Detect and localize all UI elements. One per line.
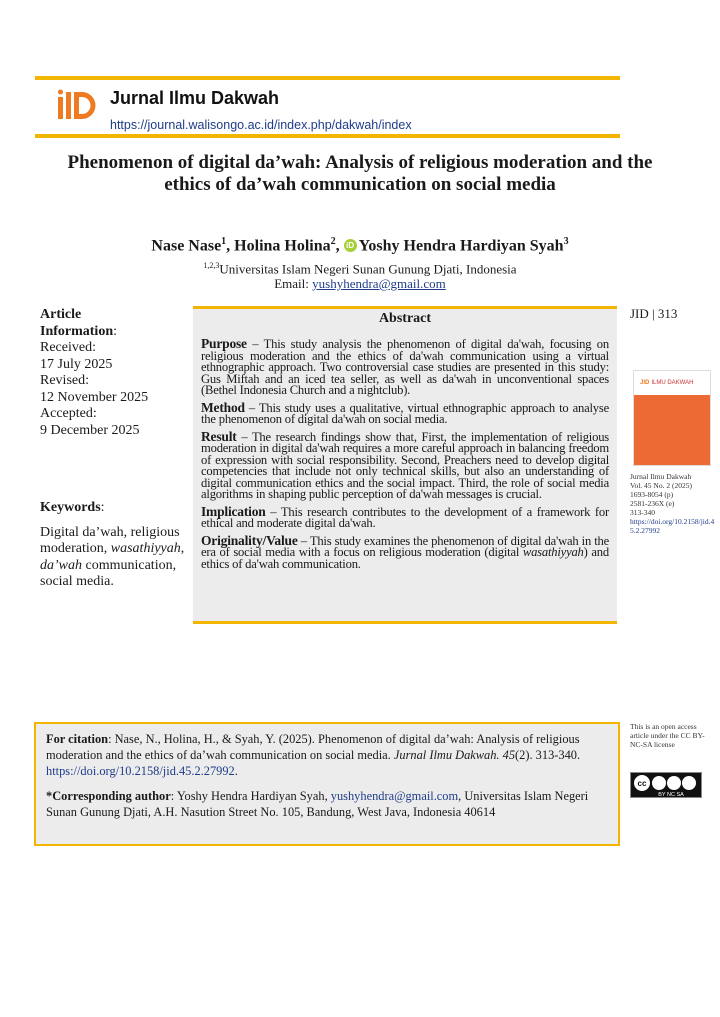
abstract-originality [201,532,609,571]
author-name: Holina Holina [234,237,331,255]
author-email-line [55,276,665,292]
meta-issn-print: 1693-8054 (p) [630,490,674,499]
cover-logo-icon: JID [640,380,650,386]
abstract-result [201,428,609,501]
corresponding-email-link[interactable]: yushyhendra@gmail.com [330,789,459,803]
abstract-purpose [201,338,609,397]
received-date: 17 July 2025 [40,356,113,372]
affiliation-text: Universitas Islam Negeri Sunan Gunung Djati, Indonesia [219,261,517,277]
keyword-italic: da’wah [40,557,82,573]
citation-body: : Nase, N., Holina, H., & Syah, Y. (2025). Phenomenon of digital da’wah: Analysis of religious moderation and the ethics of da’wah communication on social media. [46,732,580,762]
keywords-comma: , [180,541,185,556]
originality-text-end: ) and ethics of da'wah communication. [201,545,609,571]
originality-italic: wasathiyyah [522,545,584,559]
cc-badge-icon [631,773,701,797]
accepted-date: 9 December 2025 [40,422,140,438]
corresponding-address: , Universitas Islam Negeri Sunan Gunung Djati, A.H. Nasution Street No. 105, Bandung, West Java, Indonesia 40614 [46,789,589,819]
revised-date: 12 November 2025 [40,389,149,405]
implication-text: – This research contributes to the development of a framework for ethical and moderate digital da'wah. [201,504,609,530]
article-info-heading-text: Information [40,323,114,339]
abstract-box [193,306,617,624]
header-bottom-rule [35,134,620,138]
cover-title [634,371,710,395]
abstract-method [201,399,609,426]
revised-label: Revised: [40,373,89,388]
open-access-note: This is an open access article under the CC BY-NC-SA license [630,722,705,749]
result-label: Result [201,428,237,444]
journal-meta [630,472,715,535]
author-list [55,236,665,255]
article-info-heading-line2 [40,324,190,341]
article-information [40,307,190,439]
citation-issue: (2). 313-340. [515,748,581,762]
journal-logo [56,88,104,124]
keywords-heading: Keywords [40,500,101,515]
accepted-label: Accepted: [40,406,97,421]
orcid-icon[interactable]: iD [344,239,357,252]
journal-cover-image [633,370,711,466]
header-top-rule [35,76,620,80]
article-title: Phenomenon of digital da’wah: Analysis of religious moderation and the ethics of da’wah communication on social media [67,152,653,195]
citation-box [34,722,620,846]
journal-url-link[interactable]: https://journal.walisongo.ac.id/index.php/dakwah/index [110,118,412,132]
keywords-list [40,525,190,591]
affiliation [55,261,665,277]
meta-doi-link[interactable]: https://doi.org/10.2158/jid.45.2.27992 [630,517,715,535]
abstract-implication [201,503,609,530]
page-label: JID | 313 [630,306,678,321]
purpose-label: Purpose [201,336,247,351]
email-label: Email: [274,276,313,291]
cover-color-block [634,395,710,465]
meta-issn-electronic: 2581-236X (e) [630,499,675,508]
article-info-heading: Article [40,307,82,322]
abstract-heading: Abstract [378,311,432,326]
author-separator: , [226,237,235,255]
author-email-link[interactable]: yushyhendra@gmail.com [312,276,446,291]
keyword-italic: wasathiyyah [110,541,181,556]
corresponding-text: : Yoshy Hendra Hardiyan Syah, [170,789,331,803]
article-info-colon: : [113,323,118,339]
keywords-section [40,500,190,591]
corresponding-label: *Corresponding author [46,789,171,803]
result-text: – The research findings show that, First, the implementation of religious moderation in digital da'wah requires a more careful approach in balancing freedom of expression with social responsibility. Second, Preachers need to develop digital competencies that include not only technical skills, but also an understanding of digital communication ethics and the social impact. Third, the role of social media algorithms in shaping public perception of da'wah messages is crucial. [201,429,609,501]
cc-license-icon[interactable] [630,772,702,798]
author-sup: 3 [563,236,569,247]
citation-text [46,731,608,779]
citation-doi-link[interactable]: https://doi.org/10.2158/jid.45.2.27992 [46,764,235,778]
cover-title-text: ILMU DAKWAH [651,380,694,386]
keywords-text: Digital da’wah, religious moderation, [40,524,180,556]
meta-pages: 313-340 [630,508,655,517]
journal-name: Jurnal Ilmu Dakwah [110,88,280,108]
originality-label: Originality/Value [201,532,298,548]
keywords-colon: : [100,500,105,515]
author-name: Yoshy Hendra Hardiyan Syah [358,237,564,255]
meta-journal: Jurnal Ilmu Dakwah [630,472,692,481]
purpose-text: – This study analysis the phenomenon of digital da'wah, focusing on religious moderation and the ethics of da'wah communication using a virtual ethnographic approach. Two controversial case studies are presented in this study: Gus Miftah and an iced tea seller, as well as da'wah in unconventional spaces (Bethel Indonesia Church and a nightclub). [201,337,609,397]
citation-journal: Jurnal Ilmu Dakwah. 45 [393,748,516,762]
method-text: – This study uses a qualitative, virtual ethnographic approach to analyse the phenomenon of digital da'wah on social media. [201,400,609,426]
affiliation-sup: 1,2,3 [203,261,220,270]
author-separator: , [335,237,344,255]
meta-volume: Vol. 45 No. 2 (2025) [630,481,692,490]
implication-label: Implication [201,503,266,519]
cc-label: BY NC SA [658,792,684,797]
author-name: Nase Nase [151,237,222,255]
keywords-heading-line [40,500,190,517]
received-label: Received: [40,340,96,355]
citation-label: For citation [46,732,109,746]
author-sup: 1 [221,236,227,247]
method-label: Method [201,399,245,415]
citation-end: . [234,764,238,778]
author-sup: 2 [330,236,336,247]
keywords-text: communication, social media. [40,557,177,589]
originality-text: – This study examines the phenomenon of digital da'wah in the era of social media with a focus on religious moderation (digital [201,533,609,559]
corresponding-author [46,788,608,820]
svg-text:cc: cc [637,779,647,788]
